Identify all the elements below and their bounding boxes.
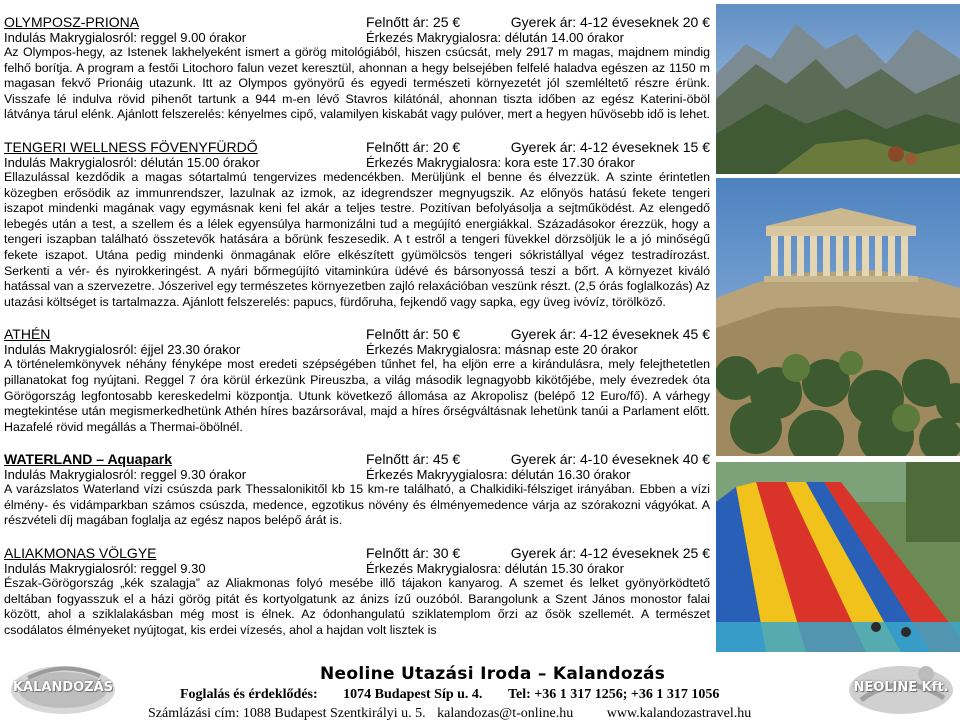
- departure-time: Indulás Makrygialosról: reggel 9.30 órakor: [4, 467, 247, 483]
- tour-title: TENGERI WELLNESS FÖVENYFÜRDŐ: [4, 138, 258, 155]
- price-child: Gyerek ár: 4-12 éveseknek 45 €: [510, 326, 710, 343]
- waterpark-photo: [716, 462, 960, 652]
- logo-text-left: KALANDOZÁS: [12, 680, 114, 695]
- tour-description: A varázslatos Waterland vízi csúszda park Thessalonikitől kb 15 km-re található, a Chalkidiki-félsziget irányában. Ebben a vízi élmény- és vidámparkban számos csúszda, medence, egzotikus növény és élményemedence várja az szórakozni vágyókat. A részvételi díj magában foglalja az egész napos belépő árát is.: [4, 482, 710, 528]
- price-child: Gyerek ár: 4-10 éveseknek 40 €: [510, 451, 710, 468]
- tour-times: [4, 467, 710, 482]
- tour-wellness: [4, 139, 710, 310]
- kalandozas-logo: [8, 660, 118, 716]
- price-adult: Felnőtt ár: 45 €: [366, 451, 461, 468]
- price-adult: Felnőtt ár: 30 €: [366, 545, 461, 562]
- tour-times: [4, 155, 710, 170]
- price-child: Gyerek ár: 4-12 éveseknek 25 €: [510, 545, 710, 562]
- website-link[interactable]: www.kalandozastravel.hu: [606, 706, 752, 721]
- tour-title: ALIAKMONAS VÖLGYE: [4, 545, 157, 562]
- arrival-time: Érkezés Makrygialosra: másnap este 20 órakor: [366, 342, 638, 358]
- price-adult: Felnőtt ár: 25 €: [366, 14, 461, 30]
- billing-address: Számlázási cím: 1088 Budapest Szentkirályi u. 5.: [148, 706, 426, 721]
- tour-description: Az Olympos-hegy, az Istenek lakhelyeként ismert a görög mitológiából, hiszen csúcsát, mely 2917 m magas, majdnem mindig felhő borítja. A program a festői Litochoro falun vezet keresztül, ahonnan a hegy belsejében felfelé haladva egészen az 1150 m magasan fekvő Prionáig utazunk. Itt az Olympos gyönyörű és egyedi természeti környezetét jól szemléltető részre érünk. Visszafe lé indulva rövid pihenőt tartunk a 944 m-en lévő Stavros kilátónál, ahonnan tiszta időben az egész Katerini-öböl látványa tárul elénk. Ajánlott felszerelés: kényelmes cipő, valamilyen kiskabát vagy pulóver, mert a hegyen hűvösebb idő is lehet.: [4, 45, 710, 122]
- contact-line: [180, 687, 719, 703]
- price-adult: Felnőtt ár: 50 €: [366, 326, 461, 343]
- olympus-photo: [716, 4, 960, 174]
- departure-time: Indulás Makrygialosról: éjjel 23.30 órakor: [4, 342, 241, 358]
- agency-name: Neoline Utazási Iroda – Kalandozás: [320, 664, 666, 684]
- price-child: Gyerek ár: 4-12 éveseknek 20 €: [510, 14, 710, 30]
- tour-list: [4, 14, 710, 654]
- tour-description: Észak-Görögország „kék szalagja” az Aliakmonas folyó mesébe illő tájakon kanyarog. A szemet és lelket gyönyörködtető deltában fogyasszuk el a házi görög pitát és kortyolgatunk az ánizs ízű ouzóból. Barangolunk a Szent János monostor falai között, ahol a sziklalakásban még most is élnek. Az ódonhangulatú sziklatemplom őrzi az ősök szellemét. A természet csodálatos élményeket nyújtogat, kis erdei vízesés, ahol a hajdan volt lisztek is: [4, 576, 710, 637]
- departure-time: Indulás Makrygialosról: reggel 9.30: [4, 561, 206, 577]
- tour-header: [4, 545, 710, 561]
- price-child: Gyerek ár: 4-12 éveseknek 15 €: [510, 138, 710, 155]
- billing-line: [148, 706, 759, 722]
- contact-label: Foglalás és érdeklődés:: [180, 687, 318, 702]
- tour-header: [4, 139, 710, 155]
- tour-title: ATHÉN: [4, 326, 51, 343]
- tour-header: [4, 451, 710, 467]
- departure-time: Indulás Makrygialosról: délután 15.00 órakor: [4, 154, 260, 170]
- contact-phone: Tel: +36 1 317 1256; +36 1 317 1056: [507, 687, 720, 702]
- tour-aliakmonas: [4, 545, 710, 638]
- arrival-time: Érkezés Makrygialosra: délután 14.00 órakor: [366, 30, 624, 45]
- tour-header: [4, 14, 710, 30]
- arrival-time: Érkezés Makrygialosra: délután 15.30 órakor: [366, 561, 624, 577]
- tour-description: A történelemkönyvek néhány fényképe most eredeti szépségében tűnhet fel, ha eljön erre a kirándulásra, mely felejthetetlen pillanatokat fog nyújtani. Reggel 7 óra körül érkezünk Pireuszba, a világ második legnagyobb kikötőjébe, mely évezredek óta Görögország legfontosabb kereskedelmi központja. Utunk következő állomása az Akropolisz (belépő 12 Euro/fő). A várhegy megtekintése után megismerkedhetünk Athén híres bazársorával, majd a híres őrségváltásnak lehetünk tanúi a Parlament előtt. Hazafelé rövid megállás a Thermai-öbölnél.: [4, 357, 710, 434]
- footer: [0, 656, 960, 725]
- acropolis-photo: [716, 178, 960, 456]
- tour-times: [4, 561, 710, 576]
- tour-header: [4, 326, 710, 342]
- arrival-time: Érkezés Makryygialosra: délután 16.30 órakor: [366, 467, 631, 483]
- tour-description: Ellazulással kezdődik a magas sótartalmú tengervizes medencékben. Merüljünk el benne és élvezzük. A szinte érintetlen közegben erősödik az immunrendszer, lazulnak az izmok, az idegrendszer megnyugszik. Az előnyös hatású fekete tengeri iszapot mindenki magának vagy egymásnak keni fel akár a teljes testre. Pozitívan befolyásolja a sejtműködést. Az elengedő lebegés után a test, a szellem és a lélek egyensúlya harmonizálni tud a megújító energiákkal. Századásokor érezzük, hogy a tengeri iszapban található összetevők hatására a bőrünk feszesedik. A t estről a tengeri füvekkel dörzsöljük le a jó minőségű fekete iszapot. Utána pedig mindenki önmagának előre elkészített gyümölcsös tengeri sókristállyal végez testradírozást. Serkenti a vér- és nyirokkeringést. A nyári bőrmegújító vitaminkúra üdévé és bársonyossá teszi a bőrt. A környezet kiváló hatással van a szervezetre. Jószerivel egy természetes környezetben zajló relaxációban veszünk részt. (2,5 órás foglalkozás) Az utazási költséget is tartalmazza. Ajánlott felszerelés: papucs, fürdőruha, fejkendő vagy sapka, egy üveg ivóvíz, törölköző.: [4, 169, 710, 309]
- price-adult: Felnőtt ár: 20 €: [366, 138, 461, 155]
- contact-address: 1074 Budapest Síp u. 4.: [343, 687, 483, 702]
- email-link[interactable]: kalandozas@t-online.hu: [437, 706, 574, 721]
- tour-times: [4, 342, 710, 357]
- tour-title: OLYMPOSZ-PRIONA: [4, 14, 140, 30]
- departure-time: Indulás Makrygialosról: reggel 9.00 órakor: [4, 30, 247, 45]
- logo-text-right: NEOLINE Kft.: [853, 680, 949, 695]
- tour-times: [4, 30, 710, 45]
- neoline-logo: [846, 660, 956, 716]
- arrival-time: Érkezés Makrygialosra: kora este 17.30 órakor: [366, 154, 635, 170]
- tour-olymposz: [4, 14, 710, 123]
- tour-waterland: [4, 451, 710, 529]
- tour-title: WATERLAND – Aquapark: [4, 451, 173, 468]
- tour-athen: [4, 326, 710, 435]
